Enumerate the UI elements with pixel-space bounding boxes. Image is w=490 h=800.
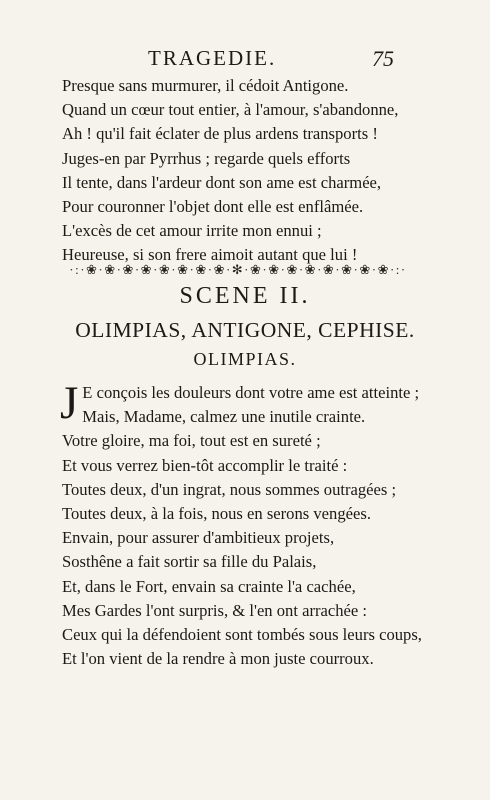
speech-block xyxy=(60,377,462,671)
printers-ornament-divider: ·:·❀·❀·❀·❀·❀·❀·❀·❀·✻·❀·❀·❀·❀·❀·❀·❀·❀·:· xyxy=(69,262,407,277)
verse-line: Ceux qui la défendoient sont tombés sous leurs coups, xyxy=(62,624,422,644)
verse-line: Et vous verrez bien-tôt accomplir le traité : xyxy=(62,455,348,475)
verse-line: Pour couronner l'objet dont elle est enflâmée. xyxy=(62,196,364,216)
verse-line: Envain, pour assurer d'ambitieux projets, xyxy=(62,528,335,548)
page-number: 75 xyxy=(372,46,394,71)
verse-block-top xyxy=(62,74,462,268)
verse-line: Toutes deux, d'un ingrat, nous sommes outragées ; xyxy=(62,479,397,499)
scene-title: SCENE II. xyxy=(179,283,311,309)
verse-line: Ah ! qu'il fait éclater de plus ardens transports ! xyxy=(62,124,378,144)
verse-line: Et, dans le Fort, envain sa crainte l'a cachée, xyxy=(62,576,356,596)
verse-line: Quand un cœur tout entier, à l'amour, s'abandonne, xyxy=(62,100,399,120)
verse-line: L'excès de cet amour irrite mon ennui ; xyxy=(62,221,322,241)
verse-line: Et l'on vient de la rendre à mon juste courroux. xyxy=(62,649,374,669)
verse-line: Mes Gardes l'ont surpris, & l'en ont arrachée : xyxy=(62,600,368,620)
running-head xyxy=(0,46,490,72)
verse-line: Presque sans murmurer, il cédoit Antigone. xyxy=(62,76,349,95)
scene-characters: OLIMPIAS, ANTIGONE, CEPHISE. xyxy=(75,318,415,342)
verse-line: Heureuse, si son frere aimoit autant que lui ! xyxy=(62,245,358,265)
verse-line: E conçois les douleurs dont votre ame est atteinte ; xyxy=(82,383,420,402)
speech-opening xyxy=(60,377,462,429)
verse-line: Il tente, dans l'ardeur dont son ame est charmée, xyxy=(62,172,382,192)
verse-line: Votre gloire, ma foi, tout est en sureté ; xyxy=(62,431,321,451)
drop-cap: J xyxy=(60,377,79,429)
verse-line: Juges-en par Pyrrhus ; regarde quels efforts xyxy=(62,148,351,168)
verse-line: Sosthêne a fait sortir sa fille du Palais, xyxy=(62,552,317,572)
speaker-name: OLIMPIAS. xyxy=(193,349,297,369)
verse-line: Toutes deux, à la fois, nous en serons vengées. xyxy=(62,503,371,523)
running-title: TRAGEDIE. xyxy=(148,46,277,70)
verse-line: Mais, Madame, calmez une inutile crainte. xyxy=(82,407,366,427)
